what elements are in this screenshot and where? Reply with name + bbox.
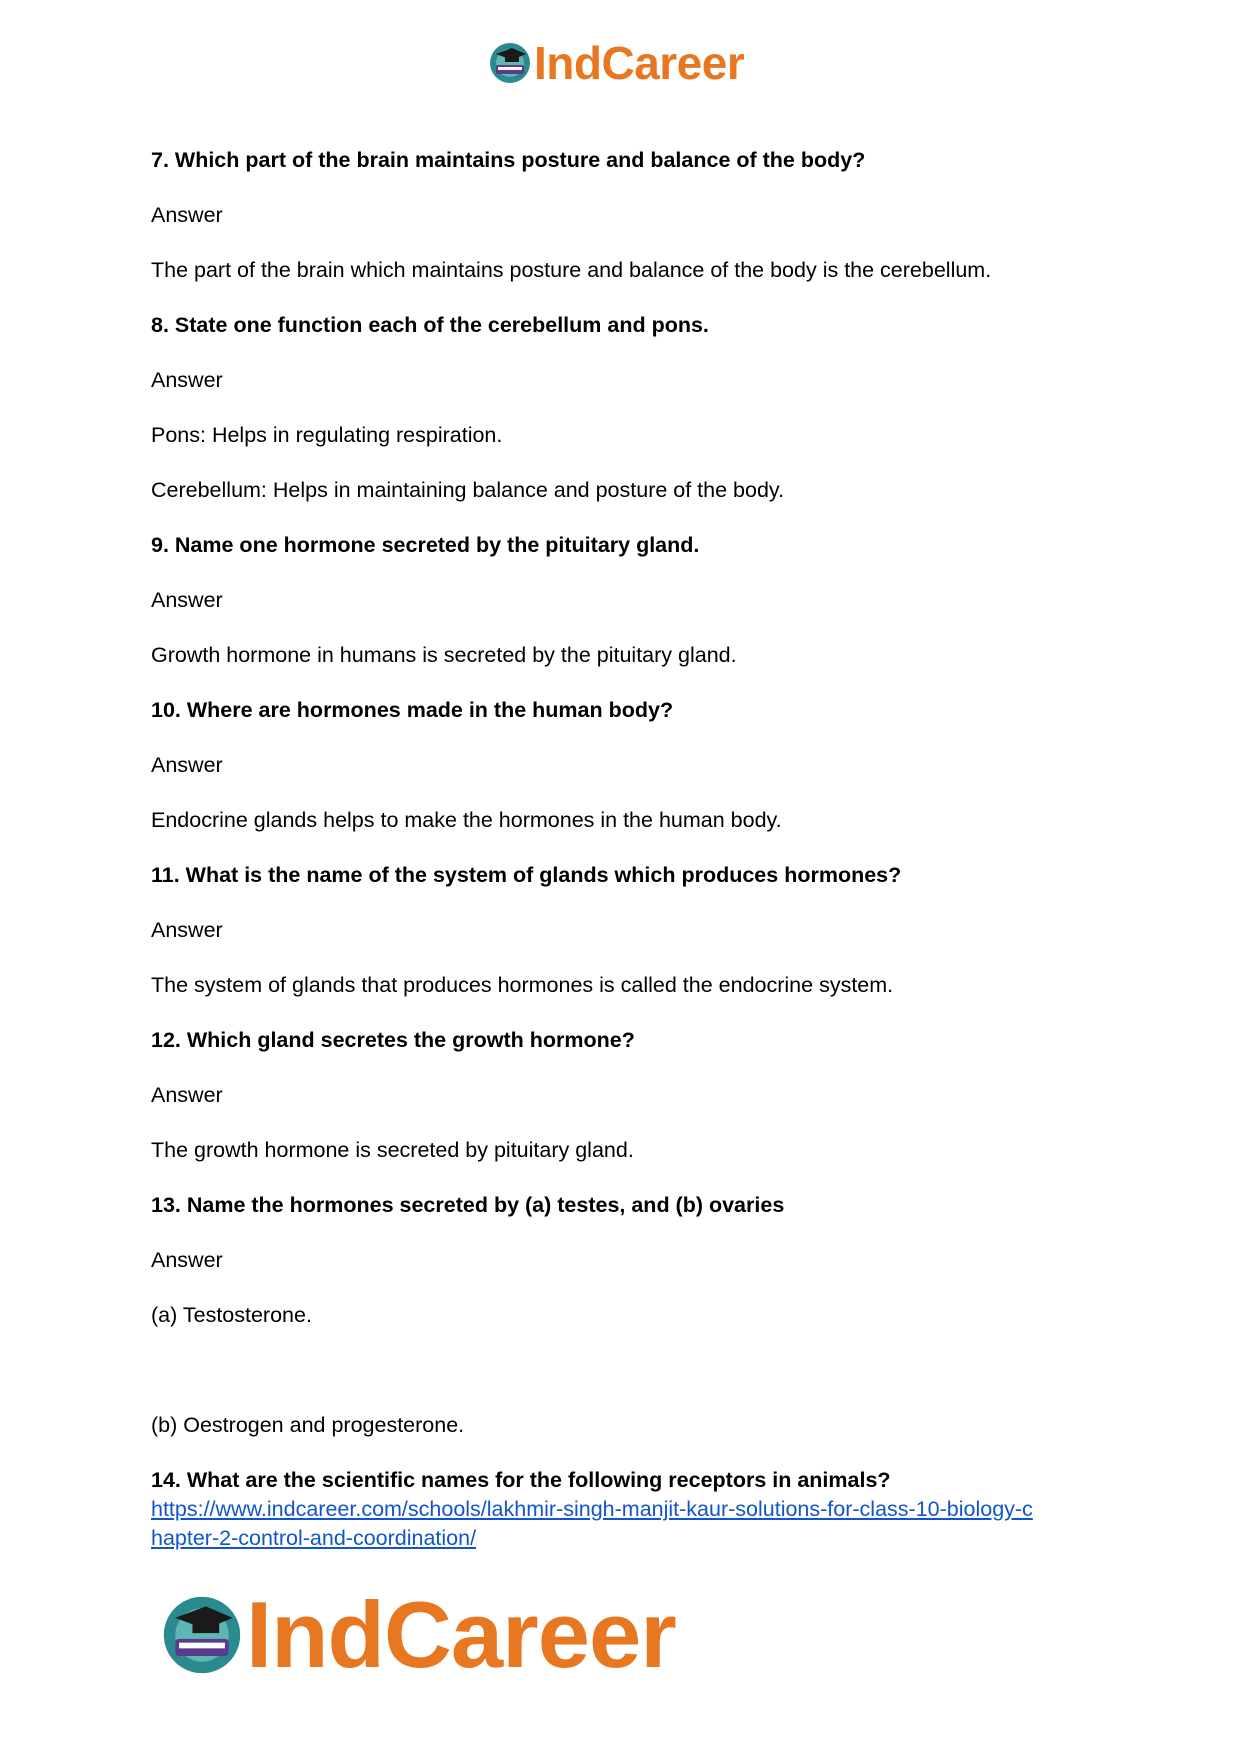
header-logo bbox=[488, 37, 745, 89]
answer-12: The growth hormone is secreted by pituitary gland. bbox=[151, 1138, 634, 1162]
answer-13-a: (a) Testosterone. bbox=[151, 1303, 312, 1327]
answer-label-9: Answer bbox=[151, 588, 223, 612]
answer-label-7: Answer bbox=[151, 203, 223, 227]
answer-label-8: Answer bbox=[151, 368, 223, 392]
answer-label-12: Answer bbox=[151, 1083, 223, 1107]
source-link-line-2[interactable]: hapter-2-control-and-coordination/ bbox=[151, 1526, 477, 1550]
question-7: 7. Which part of the brain maintains posture and balance of the body? bbox=[151, 148, 866, 172]
graduation-cap-book-icon bbox=[488, 41, 532, 85]
graduation-cap-book-icon bbox=[160, 1593, 244, 1677]
answer-label-10: Answer bbox=[151, 753, 223, 777]
answer-8-line-1: Pons: Helps in regulating respiration. bbox=[151, 423, 503, 447]
question-9: 9. Name one hormone secreted by the pituitary gland. bbox=[151, 533, 700, 557]
brand-name: IndCareer bbox=[534, 37, 745, 89]
question-12: 12. Which gland secretes the growth hormone? bbox=[151, 1028, 635, 1052]
question-14: 14. What are the scientific names for the following receptors in animals? bbox=[151, 1468, 891, 1492]
source-link-line-1[interactable]: https://www.indcareer.com/schools/lakhmir-singh-manjit-kaur-solutions-for-class-10-biology-c bbox=[151, 1497, 1033, 1521]
question-13: 13. Name the hormones secreted by (a) testes, and (b) ovaries bbox=[151, 1193, 785, 1217]
answer-8-line-2: Cerebellum: Helps in maintaining balance and posture of the body. bbox=[151, 478, 785, 502]
question-10: 10. Where are hormones made in the human body? bbox=[151, 698, 674, 722]
brand-name: IndCareer bbox=[246, 1582, 676, 1687]
answer-label-11: Answer bbox=[151, 918, 223, 942]
question-8: 8. State one function each of the cerebellum and pons. bbox=[151, 313, 709, 337]
footer-logo bbox=[160, 1582, 676, 1687]
answer-10: Endocrine glands helps to make the hormones in the human body. bbox=[151, 808, 782, 832]
answer-9: Growth hormone in humans is secreted by the pituitary gland. bbox=[151, 643, 737, 667]
answer-label-13: Answer bbox=[151, 1248, 223, 1272]
answer-13-b: (b) Oestrogen and progesterone. bbox=[151, 1413, 465, 1437]
question-11: 11. What is the name of the system of glands which produces hormones? bbox=[151, 863, 902, 887]
answer-7: The part of the brain which maintains posture and balance of the body is the cerebellum. bbox=[151, 258, 992, 282]
answer-11: The system of glands that produces hormones is called the endocrine system. bbox=[151, 973, 894, 997]
